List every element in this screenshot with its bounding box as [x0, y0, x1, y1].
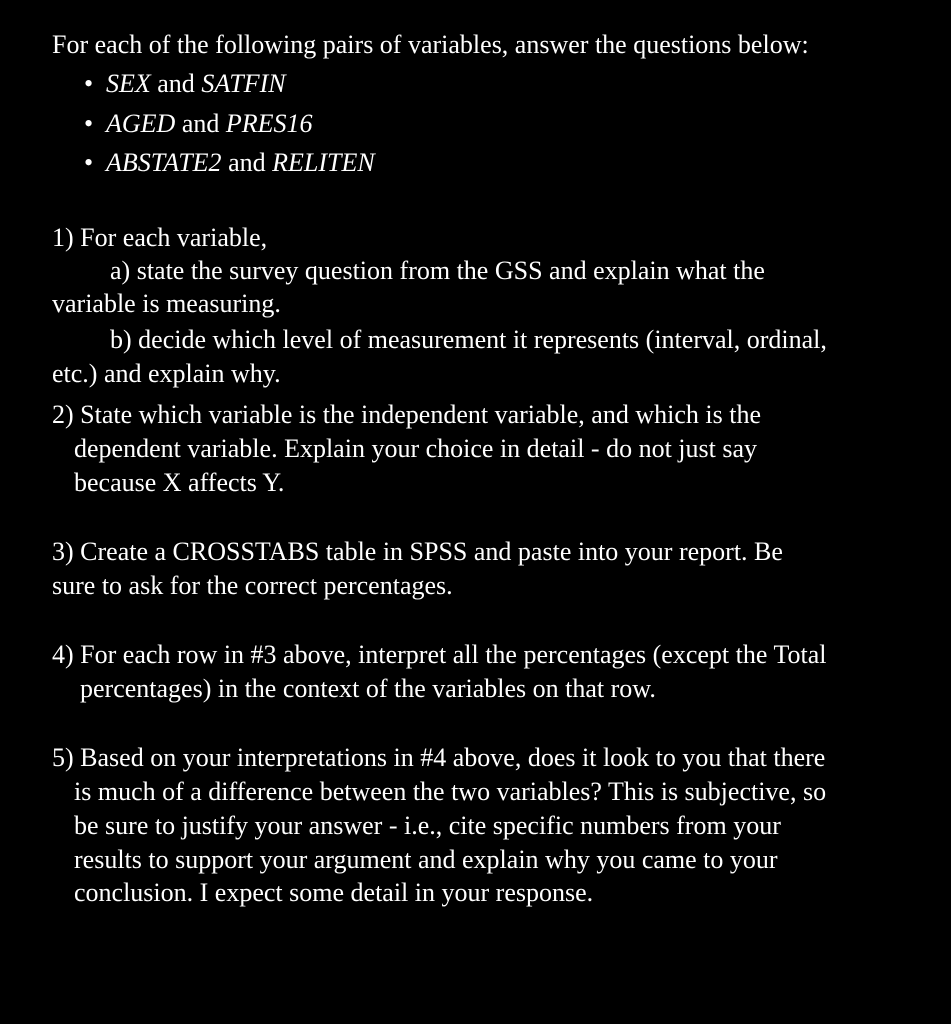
variable-name: PRES16 — [225, 109, 313, 138]
question-5-text-cont: results to support your argument and explain why you came to your — [74, 845, 778, 874]
question-2-text: 2) State which variable is the independent variable, and which is the — [52, 400, 761, 429]
question-4-text-cont: percentages) in the context of the variables on that row. — [80, 674, 656, 703]
pair-conjunction: and — [221, 148, 273, 177]
question-5-text-cont: conclusion. I expect some detail in your response. — [74, 878, 594, 907]
variable-name: SEX — [106, 69, 151, 98]
question-4-text: 4) For each row in #3 above, interpret all the percentages (except the Total — [52, 640, 827, 669]
question-3-text-cont: sure to ask for the correct percentages. — [52, 571, 453, 600]
pair-item-1 — [84, 67, 286, 101]
question-1-heading: 1) For each variable, — [52, 223, 268, 252]
variable-name: AGED — [106, 109, 176, 138]
pair-item-2 — [84, 107, 313, 141]
bullet-icon: • — [84, 109, 94, 138]
question-5-text: 5) Based on your interpretations in #4 above, does it look to you that there — [52, 743, 826, 772]
variable-name: RELITEN — [272, 148, 375, 177]
question-1b-text-cont: etc.) and explain why. — [52, 359, 281, 388]
pair-item-3 — [84, 146, 375, 180]
bullet-icon: • — [84, 69, 94, 98]
question-1b-text: b) decide which level of measurement it represents (interval, ordinal, — [110, 325, 827, 354]
question-2-text-cont: dependent variable. Explain your choice in detail - do not just say — [74, 434, 758, 463]
bullet-icon: • — [84, 148, 94, 177]
pair-conjunction: and — [150, 69, 202, 98]
pair-conjunction: and — [175, 109, 226, 138]
variable-name: SATFIN — [201, 69, 286, 98]
question-5-text-cont: be sure to justify your answer - i.e., cite specific numbers from your — [74, 811, 781, 840]
variable-name: ABSTATE2 — [106, 148, 222, 177]
intro-text: For each of the following pairs of variables, answer the questions below: — [52, 30, 809, 59]
question-3-text: 3) Create a CROSSTABS table in SPSS and paste into your report. Be — [52, 537, 783, 566]
question-1a-text: a) state the survey question from the GSS and explain what the — [110, 256, 765, 285]
question-5-text-cont: is much of a difference between the two variables? This is subjective, so — [74, 777, 827, 806]
question-1a-text-cont: variable is measuring. — [52, 289, 281, 318]
question-2-text-cont: because X affects Y. — [74, 468, 285, 497]
